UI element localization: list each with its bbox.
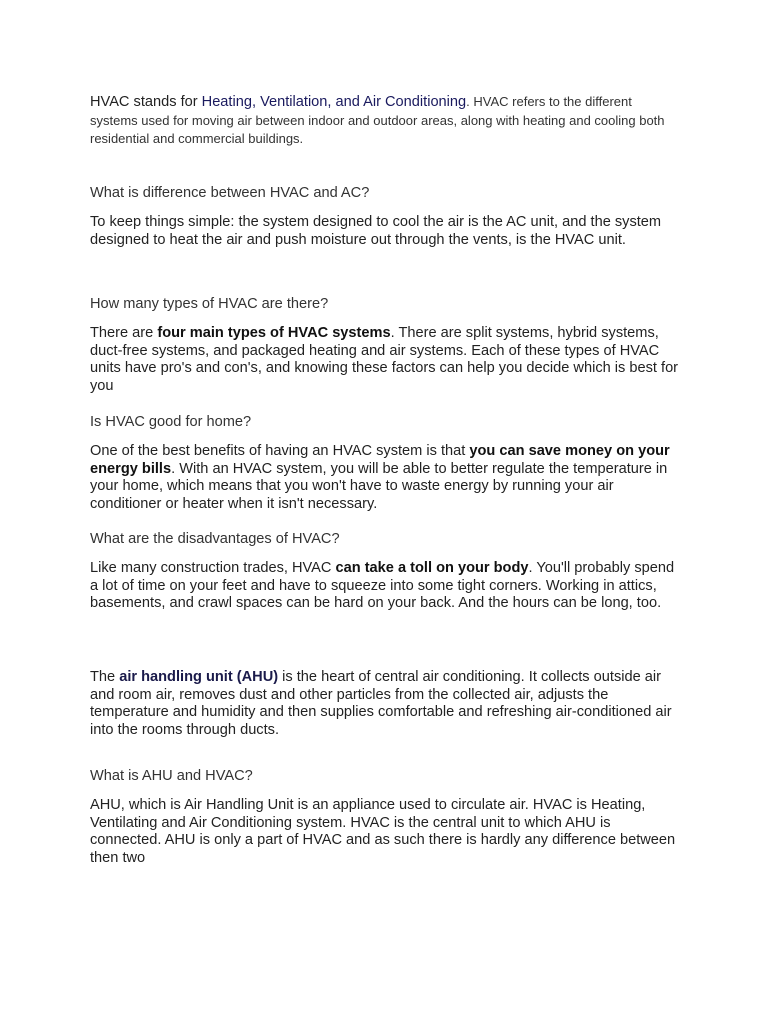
answer-hvac-types-bold: four main types of HVAC systems [157,325,391,341]
question-hvac-home: Is HVAC good for home? [90,414,252,430]
answer-hvac-disadvantages-post: . You'll probably spend a lot of time on your feet and have to squeeze into some tight corners. Working in attics, basements, and crawl spaces can be hard on your back. And the hours can be long, too. [90,560,675,612]
answer-hvac-disadvantages [90,560,682,613]
intro-rest: . HVAC refers to the different systems used for moving air between indoor and outdoor areas, along with heating and cooling both residential and commercial buildings. [90,94,665,146]
answer-hvac-disadvantages-bold: can take a toll on your body [335,560,529,576]
ahu-bold: air handling unit (AHU) [119,669,279,685]
question-hvac-disadvantages: What are the disadvantages of HVAC? [90,531,340,547]
answer-hvac-types-pre: There are [90,325,158,341]
question-ahu-hvac: What is AHU and HVAC? [90,768,253,784]
ahu-pre: The [90,669,120,685]
question-hvac-vs-ac: What is difference between HVAC and AC? [90,185,370,201]
ahu-paragraph [90,669,682,739]
answer-ahu-hvac: AHU, which is Air Handling Unit is an appliance used to circulate air. HVAC is Heating, Ventilating and Air Conditioning system. HVAC is the central unit to which AHU is connected. AHU is only a part of HVAC and as such there is hardly any difference between then two [90,797,676,866]
answer-hvac-home [90,443,682,513]
answer-hvac-types [90,325,682,395]
answer-hvac-vs-ac: To keep things simple: the system designed to cool the air is the AC unit, and the system designed to heat the air and push moisture out through the vents, is the HVAC unit. [90,214,662,248]
answer-hvac-home-post: . With an HVAC system, you will be able to better regulate the temperature in your home, which means that you won't have to waste energy by running your air conditioner or heater when it isn't necessary. [90,460,668,512]
question-hvac-types: How many types of HVAC are there? [90,296,329,312]
intro-paragraph [90,93,682,147]
intro-lead: HVAC stands for [90,94,202,110]
answer-hvac-home-pre: One of the best benefits of having an HVAC system is that [90,443,470,459]
intro-highlight: Heating, Ventilation, and Air Conditioning [201,94,467,110]
answer-hvac-home-bold: you can save money on your energy bills [90,443,670,477]
ahu-post: is the heart of central air conditioning. It collects outside air and room air, removes dust and other particles from the collected air, adjusts the temperature and humidity and then supplies comfortable and refreshing air-conditioned air into the rooms through ducts. [90,669,672,738]
answer-hvac-types-post: . There are split systems, hybrid systems, duct-free systems, and packaged heating and air systems. Each of these types of HVAC units have pro's and con's, and knowing these factors can help you decide which is best for you [90,325,679,394]
answer-hvac-disadvantages-pre: Like many construction trades, HVAC [90,560,336,576]
